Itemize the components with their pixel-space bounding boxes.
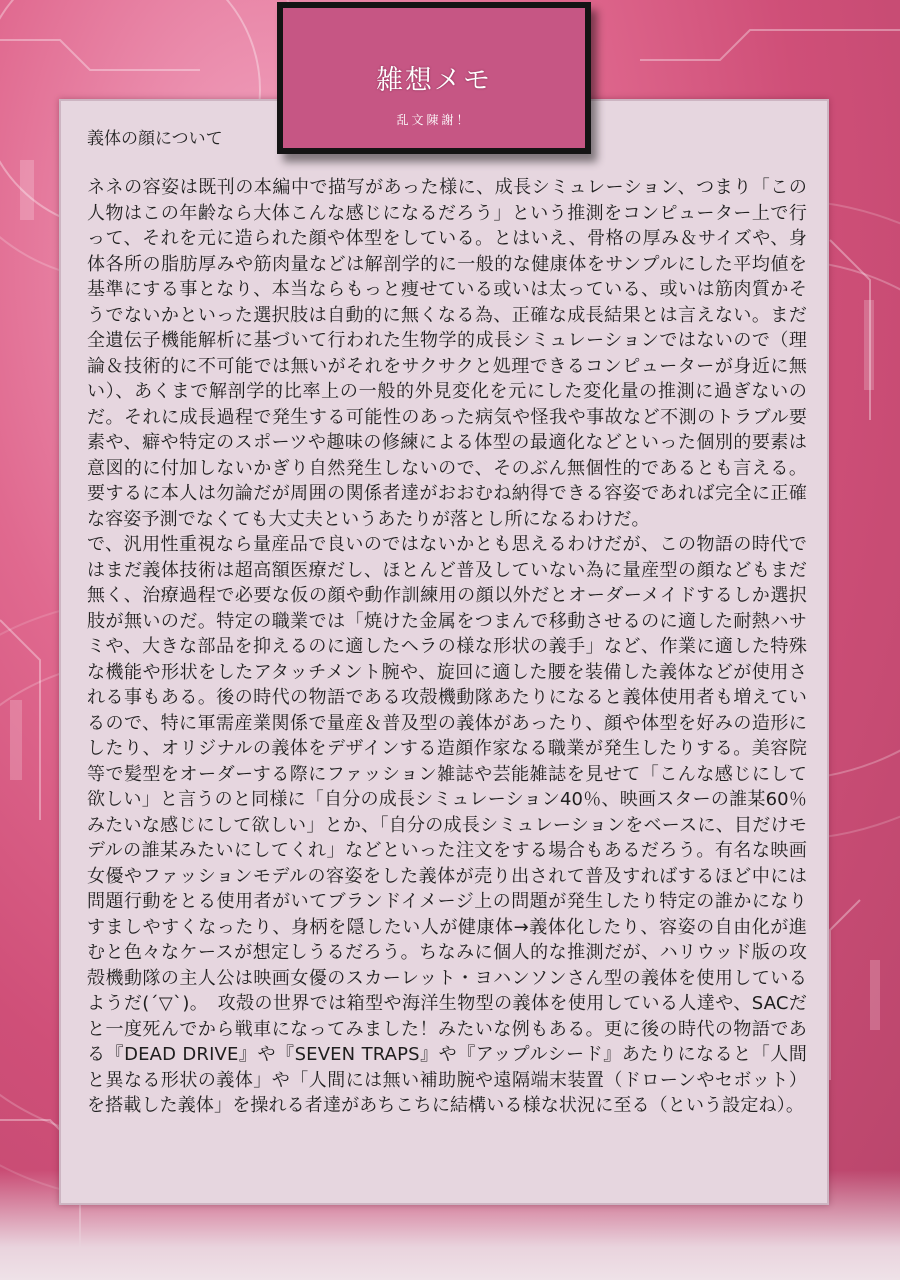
article-body: ネネの容姿は既刊の本編中で描写があった様に、成長シミュレーション、つまり「この人物はこの年齢なら大体こんな感じになるだろう」という推測をコンピューター上で行って、それを元に造られた顔や体型をしている。とはいえ、骨格の厚み＆サイズや、身体各所の脂肪厚みや筋肉量などは解剖学的に一般的な健康体をサンプルにした平均値を基準にする事となり、本当ならもっと痩せている或いは太っている、或いは筋肉質かそうでないかといった選択肢は自動的に無くなる為、正確な成長結果とは言えない。まだ全遺伝子機能解析に基づいて行われた生物学的成長シミュレーションではないので（理論＆技術的に不可能では無いがそれをサクサクと処理できるコンピューターが身近に無い）、あくまで解剖学的比率上の一般的外見変化を元にした変化量の推測に過ぎないのだ。それに成長過程で発生する可能性のあった病気や怪我や事故など不測のトラブル要素や、癖や特定のスポーツや趣味の修練による体型の最適化などといった個別的要素は意図的に付加しないかぎり自然発生しないので、そのぶん無個性的であるとも言える。要するに本人は勿論だが周囲の関係者達がおおむね納得できる容姿であれば完全に正確な容姿予測でなくても大丈夫というあたりが落とし所になるわけだ。 で、汎用性重視なら量産品で良いのではないかとも思えるわけだが、この物語の時代ではまだ義体技術は超高額医療だし、ほとんど普及していない為に量産型の顔などもまだ無く、治療過程で必要な仮の顔や動作訓練用の顔以外だとオーダーメイドするしか選択肢が無いのだ。特定の職業では「焼けた金属をつまんで移動させるのに適した耐熱ハサミや、大きな部品を抑えるのに適したヘラの様な形状の義手」など、作業に適した特殊な機能や形状をしたアタッチメント腕や、旋回に適した腰を装備した義体などが使用される事もある。後の時代の物語である攻殻機動隊あたりになると義体使用者も増えているので、特に軍需産業関係で量産＆普及型の義体があったり、顔や体型を好みの造形にしたり、オリジナルの義体をデザインする造顔作家なる職業が発生したりする。美容院等で髪型をオーダーする際にファッション雑誌や芸能雑誌を見せて「こんな感じにして欲しい」と言うのと同様に「自分の成長シミュレーション40％、映画スターの誰某60％みたいな感じにして欲しい」とか、「自分の成長シミュレーションをベースに、目だけモデルの誰某みたいにしてくれ」などといった注文をする場合もあるだろう。有名な映画女優やファッションモデルの容姿をした義体が売り出されて普及すればするほど中には問題行動をとる使用者がいてブランドイメージ上の問題が発生したり特定の誰かになりすましやすくなったり、身柄を隠したい人が健康体→義体化したり、容姿の自由化が進むと色々なケースが想定しうるだろう。ちなみに個人的な推測だが、ハリウッド版の攻殻機動隊の主人公は映画女優のスカーレット・ヨハンソンさん型の義体を使用しているようだ(´▽`)。 攻殻の世界では箱型や海洋生物型の義体を使用している人達や、SACだと一度死んでから戦車になってみました！みたいな例もある。更に後の時代の物語である『DEAD DRIVE』や『SEVEN TRAPS』や『アップルシード』あたりになると「人間と異なる形状の義体」や「人間には無い補助腕や遠隔端末装置（ドローンやセボット）を搭載した義体」を操れる者達があちこちに結構いる様な状況に至る（という設定ね）。 [87,177,807,1116]
article-heading: 義体の顔について [87,129,223,149]
title-plate [277,2,591,154]
page-subtitle: 乱文陳謝！ [396,113,472,127]
page-title: 雑想メモ [376,65,492,96]
